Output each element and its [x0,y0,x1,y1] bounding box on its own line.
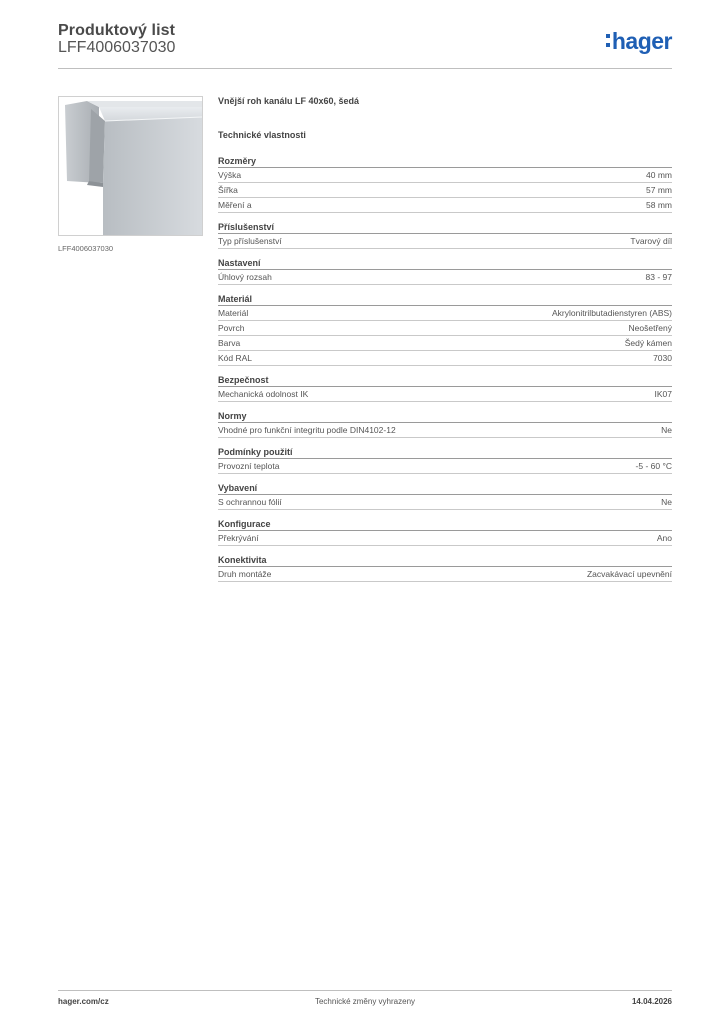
spec-value: 57 mm [646,185,672,195]
footer-website-link[interactable]: hager.com/cz [58,997,109,1006]
spec-label: Mechanická odolnost IK [218,389,309,399]
spec-row [218,183,672,198]
product-name: Vnější roh kanálu LF 40x60, šedá [218,96,360,106]
logo-text: hager [611,28,672,54]
spec-row [218,321,672,336]
spec-row [218,387,672,402]
spec-label: Barva [218,338,241,348]
document-title: Produktový list [58,22,176,39]
spec-value: 58 mm [646,200,672,210]
spec-label: Šířka [218,185,238,195]
spec-label: Provozní teplota [218,461,280,471]
spec-value: Šedý kámen [624,338,672,348]
spec-section [218,221,672,249]
spec-row [218,168,672,183]
spec-label: S ochrannou fólií [218,497,282,507]
spec-value: Ne [661,425,672,435]
spec-label: Úhlový rozsah [218,272,272,282]
footer-note: Technické změny vyhrazeny [314,997,416,1006]
spec-row [218,270,672,285]
image-caption: LFF4006037030 [58,244,114,253]
section-title: Materiál [218,293,672,306]
spec-value: -5 - 60 °C [635,461,672,471]
footer-divider [58,990,672,991]
spec-value: Neošetřený [628,323,672,333]
section-title: Rozměry [218,155,672,168]
spec-section [218,155,672,213]
properties-list [218,155,672,582]
section-title: Normy [218,410,672,423]
spec-value: 7030 [653,353,672,363]
spec-row [218,567,672,582]
spec-row [218,351,672,366]
spec-row [218,495,672,510]
spec-label: Kód RAL [218,353,253,363]
section-title: Bezpečnost [218,374,672,387]
logo-dots-icon [606,34,610,52]
spec-row [218,423,672,438]
footer-date: 14.04.2026 [631,997,672,1006]
spec-section [218,293,672,366]
spec-section [218,554,672,582]
page-footer [58,997,672,1011]
hager-logo [612,28,672,55]
product-image [58,96,203,236]
spec-label: Typ příslušenství [218,236,282,246]
spec-value: Tvarový díl [630,236,672,246]
spec-value: IK07 [654,389,672,399]
section-title: Nastavení [218,257,672,270]
spec-row [218,531,672,546]
spec-section [218,518,672,546]
spec-section [218,410,672,438]
spec-row [218,234,672,249]
section-title: Konfigurace [218,518,672,531]
spec-row [218,459,672,474]
spec-label: Druh montáže [218,569,272,579]
spec-row [218,306,672,321]
spec-value: Zacvakávací upevnění [586,569,672,579]
spec-section [218,482,672,510]
spec-section [218,257,672,285]
page-header [58,22,672,69]
spec-label: Povrch [218,323,245,333]
spec-row [218,336,672,351]
spec-row [218,198,672,213]
spec-label: Materiál [218,308,249,318]
spec-value: 83 - 97 [645,272,672,282]
section-title: Vybavení [218,482,672,495]
spec-label: Výška [218,170,242,180]
spec-label: Měření a [218,200,252,210]
section-title: Konektivita [218,554,672,567]
header-divider [58,68,672,69]
spec-value: Akrylonitrilbutadienstyren (ABS) [552,308,672,318]
product-code: LFF4006037030 [58,39,176,56]
spec-section [218,446,672,474]
spec-value: Ano [656,533,672,543]
spec-value: 40 mm [646,170,672,180]
spec-label: Vhodné pro funkční integritu podle DIN4102-12 [218,425,396,435]
tech-properties-heading: Technické vlastnosti [218,130,306,140]
spec-section [218,374,672,402]
spec-label: Překrývání [218,533,259,543]
spec-value: Ne [661,497,672,507]
section-title: Podmínky použití [218,446,672,459]
section-title: Příslušenství [218,221,672,234]
product-details [218,96,672,590]
